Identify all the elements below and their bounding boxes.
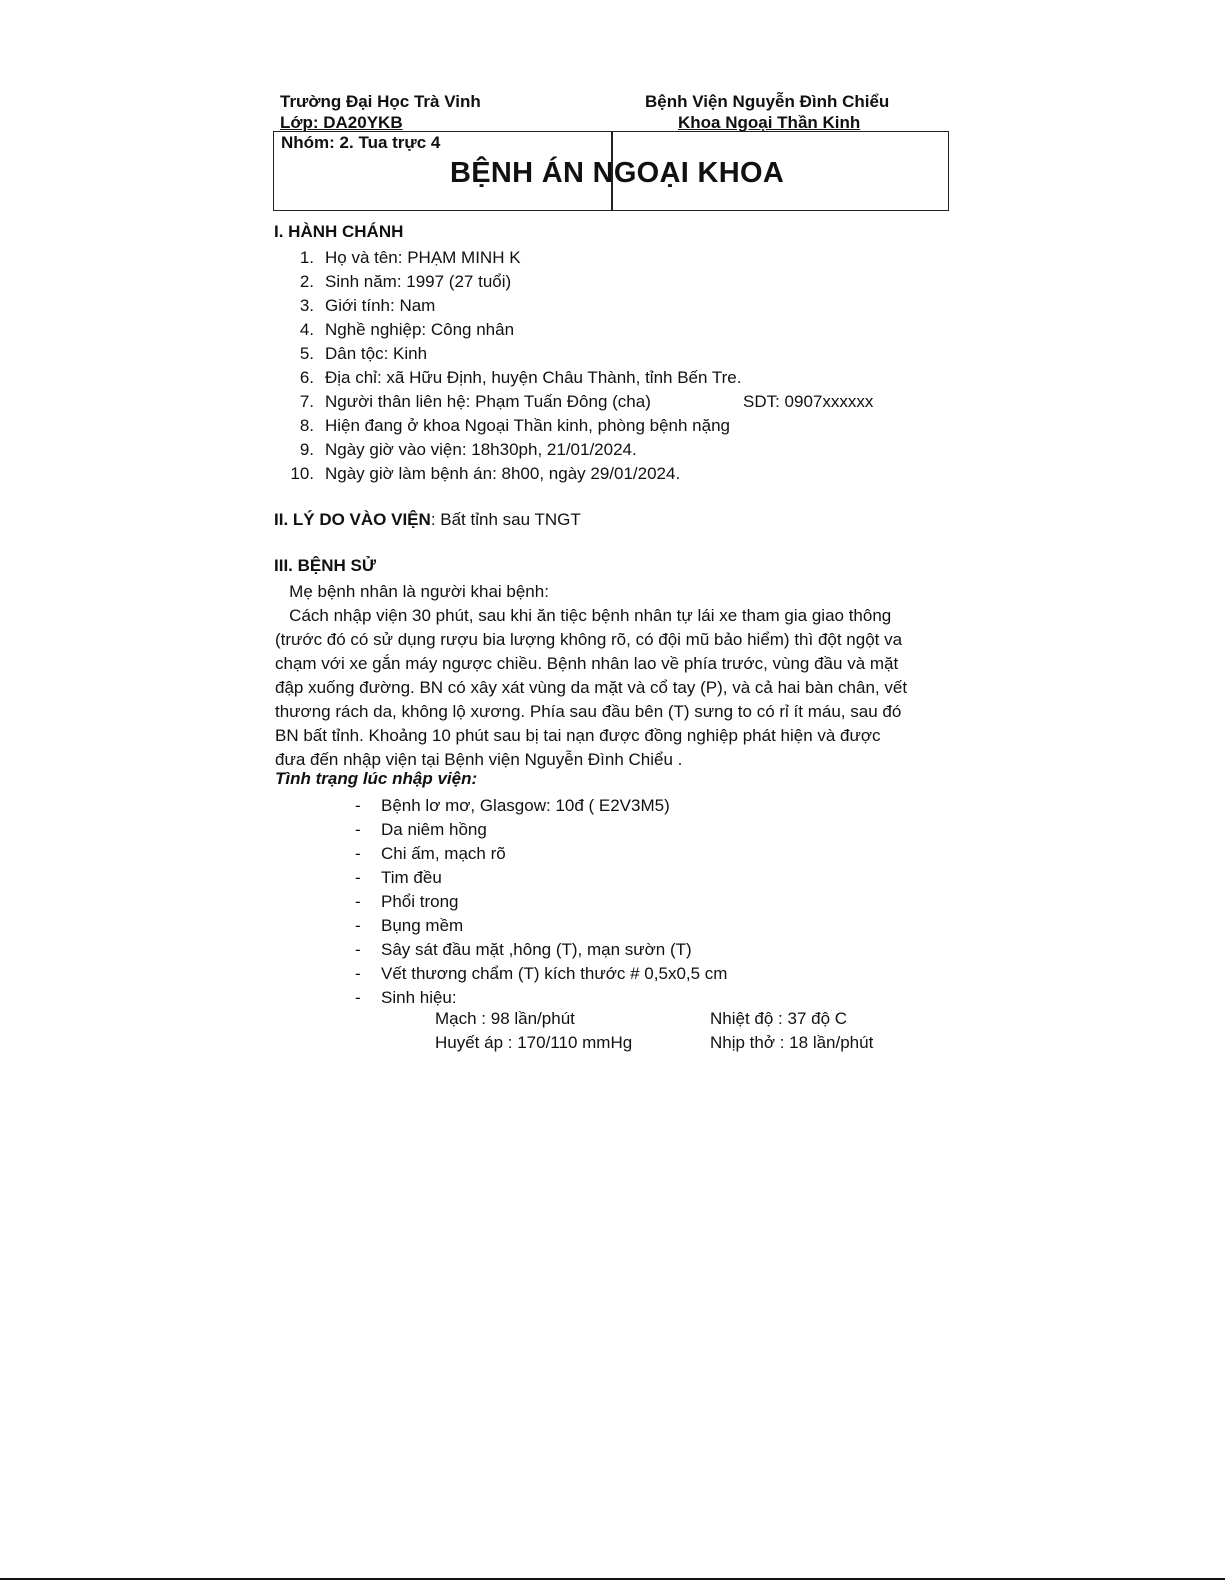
- history-line: chạm với xe gắn máy ngược chiều. Bệnh nhân lao về phía trước, vùng đầu và mặt: [275, 654, 899, 673]
- item-number: 1.: [299, 248, 314, 267]
- item-number: 6.: [299, 368, 314, 387]
- page-title: BỆNH ÁN NGOẠI KHOA: [450, 157, 785, 189]
- status-text: Da niêm hồng: [381, 820, 487, 839]
- item-text: Dân tộc: Kinh: [325, 344, 428, 363]
- item-number: 7.: [299, 392, 314, 411]
- list-item: [288, 270, 741, 294]
- school-name: Trường Đại Học Trà Vinh: [280, 92, 481, 111]
- vitals-row: [435, 1031, 874, 1055]
- status-text: Tim đều: [381, 868, 442, 887]
- hospital-name: Bệnh Viện Nguyễn Đình Chiểu: [645, 92, 890, 111]
- vitals-row: [435, 1007, 848, 1031]
- list-item: [288, 462, 741, 486]
- history-line: BN bất tỉnh. Khoảng 10 phút sau bị tai nạn được đồng nghiệp phát hiện và được: [275, 726, 881, 745]
- page-bottom-rule: [0, 1578, 1225, 1580]
- list-item: [288, 366, 741, 390]
- item-number: 8.: [299, 416, 314, 435]
- item-number: 9.: [299, 440, 314, 459]
- list-item: - Sinh hiệu:: [355, 988, 457, 1007]
- list-item: - Bụng mềm: [355, 916, 464, 935]
- item-text: Người thân liên hệ: Phạm Tuấn Đông (cha): [325, 392, 651, 411]
- item-text: Địa chỉ: xã Hữu Định, huyện Châu Thành, tỉnh Bến Tre.: [325, 368, 742, 387]
- item-text: Ngày giờ vào viện: 18h30ph, 21/01/2024.: [325, 440, 637, 459]
- temperature-value: Nhiệt độ : 37 độ C: [710, 1009, 848, 1028]
- item-number: 2.: [299, 272, 314, 291]
- item-text: Sinh năm: 1997 (27 tuổi): [325, 272, 512, 291]
- list-item: [288, 318, 741, 342]
- item-text: Giới tính: Nam: [325, 296, 436, 315]
- list-item: - Chi ấm, mạch rõ: [355, 844, 506, 863]
- class-label: [280, 113, 403, 133]
- department-name: [678, 113, 860, 133]
- list-item: - Vết thương chẩm (T) kích thước # 0,5x0,5 cm: [355, 964, 728, 983]
- pulse-value: Mạch : 98 lần/phút: [435, 1009, 575, 1028]
- list-item: - Da niêm hồng: [355, 820, 487, 839]
- administrative-list: [288, 246, 874, 486]
- status-text: Phổi trong: [381, 892, 459, 911]
- history-line: thương rách da, không lộ xương. Phía sau đầu bên (T) sưng to có rỉ ít máu, sau đó: [275, 702, 902, 721]
- list-item: - Bệnh lơ mơ, Glasgow: 10đ ( E2V3M5): [355, 796, 670, 815]
- list-item: [288, 294, 741, 318]
- section-administrative-heading: I. HÀNH CHÁNH: [274, 222, 404, 241]
- history-line: đập xuống đường. BN có xây xát vùng da mặt và cổ tay (P), và cả hai bàn chân, vết: [275, 678, 908, 697]
- item-number: 3.: [299, 296, 314, 315]
- list-item: [288, 342, 741, 366]
- contact-phone: SDT: 0907xxxxxx: [743, 392, 874, 411]
- section-reason: [274, 510, 581, 530]
- status-text: Sinh hiệu:: [381, 988, 457, 1007]
- list-item: [288, 246, 741, 270]
- list-item: - Phổi trong: [355, 892, 459, 911]
- history-paragraph: [275, 580, 955, 772]
- blood-pressure-value: Huyết áp : 170/110 mmHg: [435, 1033, 633, 1052]
- list-item: - Tim đều: [355, 868, 442, 887]
- item-number: 10.: [290, 464, 314, 483]
- status-text: Vết thương chẩm (T) kích thước # 0,5x0,5 cm: [381, 964, 728, 983]
- list-item: [288, 414, 741, 438]
- history-line: Mẹ bệnh nhân là người khai bệnh:: [275, 582, 549, 601]
- status-text: Chi ấm, mạch rõ: [381, 844, 506, 863]
- history-line: (trước đó có sử dụng rượu bia lượng không rõ, có đội mũ bảo hiểm) thì đột ngột va: [275, 630, 903, 649]
- history-line: Cách nhập viện 30 phút, sau khi ăn tiệc bệnh nhân tự lái xe tham gia giao thông: [275, 606, 892, 625]
- section-reason-heading: II. LÝ DO VÀO VIỆN: [274, 510, 431, 529]
- item-text: Họ và tên: PHẠM MINH K: [325, 248, 521, 267]
- history-line: đưa đến nhập viện tại Bệnh viện Nguyễn Đình Chiểu .: [275, 750, 683, 769]
- status-text: Bệnh lơ mơ, Glasgow: 10đ ( E2V3M5): [381, 796, 670, 815]
- item-text: Nghề nghiệp: Công nhân: [325, 320, 515, 339]
- section-reason-text: : Bất tỉnh sau TNGT: [430, 510, 581, 529]
- status-text: Bụng mềm: [381, 916, 464, 935]
- item-text: Hiện đang ở khoa Ngoại Thần kinh, phòng bệnh nặng: [325, 416, 730, 435]
- class-text: Lớp: DA20YKB: [280, 113, 403, 132]
- admission-status-heading: Tình trạng lúc nhập viện:: [275, 769, 478, 788]
- status-text: Sây sát đầu mặt ,hông (T), mạn sườn (T): [381, 940, 692, 959]
- group-label: Nhóm: 2. Tua trực 4: [281, 133, 441, 152]
- section-history-heading: III. BỆNH SỬ: [274, 556, 376, 575]
- respiratory-rate-value: Nhịp thở : 18 lần/phút: [710, 1033, 874, 1052]
- department-text: Khoa Ngoại Thần Kinh: [678, 113, 861, 132]
- vital-signs: [435, 1007, 874, 1055]
- list-item: [288, 438, 741, 462]
- item-number: 5.: [299, 344, 314, 363]
- admission-status-list: [355, 794, 727, 1010]
- item-text: Ngày giờ làm bệnh án: 8h00, ngày 29/01/2024.: [325, 464, 681, 483]
- item-number: 4.: [299, 320, 314, 339]
- list-item: - Sây sát đầu mặt ,hông (T), mạn sườn (T): [355, 940, 692, 959]
- list-item: [288, 390, 874, 414]
